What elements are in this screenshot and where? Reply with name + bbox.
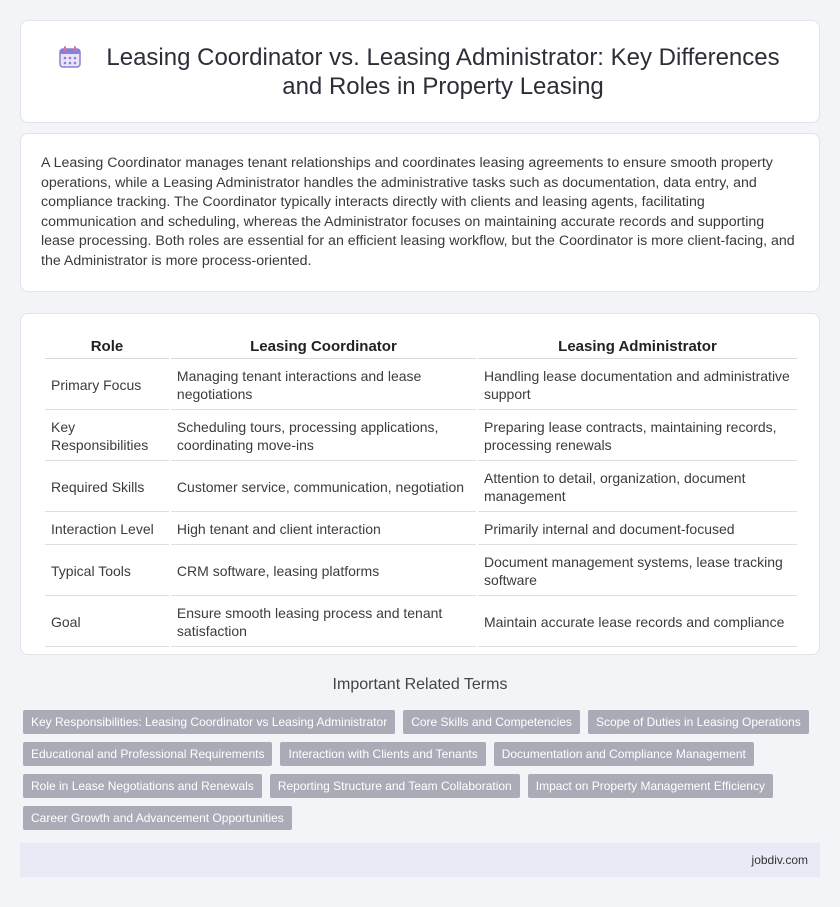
header-administrator: Leasing Administrator: [478, 334, 797, 359]
related-term-tag[interactable]: Core Skills and Competencies: [403, 710, 580, 734]
coordinator-cell: Managing tenant interactions and lease negotiations: [171, 359, 476, 410]
administrator-cell: Handling lease documentation and administrative support: [478, 359, 797, 410]
administrator-cell: Primarily internal and document-focused: [478, 512, 797, 545]
related-term-tag[interactable]: Reporting Structure and Team Collaboration: [270, 774, 520, 798]
table-row: [45, 512, 797, 545]
administrator-cell: Preparing lease contracts, maintaining records, processing renewals: [478, 410, 797, 461]
header-role: Role: [45, 334, 169, 359]
table-row: [45, 359, 797, 410]
title-card: [20, 20, 820, 123]
footer: [20, 843, 820, 877]
calendar-icon: [57, 44, 83, 70]
related-terms-heading: Important Related Terms: [332, 676, 508, 693]
table-header-row: [45, 334, 797, 359]
table-row: [45, 545, 797, 596]
header-coordinator: Leasing Coordinator: [171, 334, 476, 359]
table-row: [45, 461, 797, 512]
table-row: [45, 596, 797, 647]
coordinator-cell: Ensure smooth leasing process and tenant satisfaction: [171, 596, 476, 647]
administrator-cell: Document management systems, lease tracking software: [478, 545, 797, 596]
comparison-table: [43, 334, 799, 647]
page-title: Leasing Coordinator vs. Leasing Administrator: Key Differences and Roles in Property Leasing: [106, 43, 780, 100]
coordinator-cell: High tenant and client interaction: [171, 512, 476, 545]
related-term-tag[interactable]: Educational and Professional Requirements: [23, 742, 272, 766]
row-label: Interaction Level: [45, 512, 169, 545]
related-term-tag[interactable]: Interaction with Clients and Tenants: [280, 742, 485, 766]
related-terms-section: [20, 676, 820, 838]
comparison-table-card: [20, 313, 820, 655]
coordinator-cell: Scheduling tours, processing applications, coordinating move-ins: [171, 410, 476, 461]
row-label: Typical Tools: [45, 545, 169, 596]
row-label: Required Skills: [45, 461, 169, 512]
coordinator-cell: Customer service, communication, negotiation: [171, 461, 476, 512]
row-label: Key Responsibilities: [45, 410, 169, 461]
administrator-cell: Attention to detail, organization, document management: [478, 461, 797, 512]
related-term-tag[interactable]: Scope of Duties in Leasing Operations: [588, 710, 809, 734]
related-term-tag[interactable]: Career Growth and Advancement Opportunities: [23, 806, 292, 830]
row-label: Primary Focus: [45, 359, 169, 410]
related-term-tag[interactable]: Key Responsibilities: Leasing Coordinator vs Leasing Administrator: [23, 710, 395, 734]
related-term-tag[interactable]: Role in Lease Negotiations and Renewals: [23, 774, 262, 798]
table-row: [45, 410, 797, 461]
intro-card: [20, 133, 820, 292]
related-term-tag[interactable]: Impact on Property Management Efficiency: [528, 774, 773, 798]
related-terms-list: [20, 710, 820, 838]
row-label: Goal: [45, 596, 169, 647]
intro-paragraph: A Leasing Coordinator manages tenant relationships and coordinates leasing agreements to ensure smooth property operations, while a Leasing Administrator handles the administrative tasks such as documentation, data entry, and compliance tracking. The Coordinator typically interacts directly with clients and leasing agents, facilitating communication and scheduling, whereas the Administrator focuses on maintaining accurate records and supporting lease processing. Both roles are essential for an efficient leasing workflow, but the Coordinator is more client-facing, and the Administrator is more process-oriented.: [41, 155, 795, 269]
administrator-cell: Maintain accurate lease records and compliance: [478, 596, 797, 647]
related-term-tag[interactable]: Documentation and Compliance Management: [494, 742, 754, 766]
footer-site-link[interactable]: jobdiv.com: [751, 853, 808, 867]
coordinator-cell: CRM software, leasing platforms: [171, 545, 476, 596]
